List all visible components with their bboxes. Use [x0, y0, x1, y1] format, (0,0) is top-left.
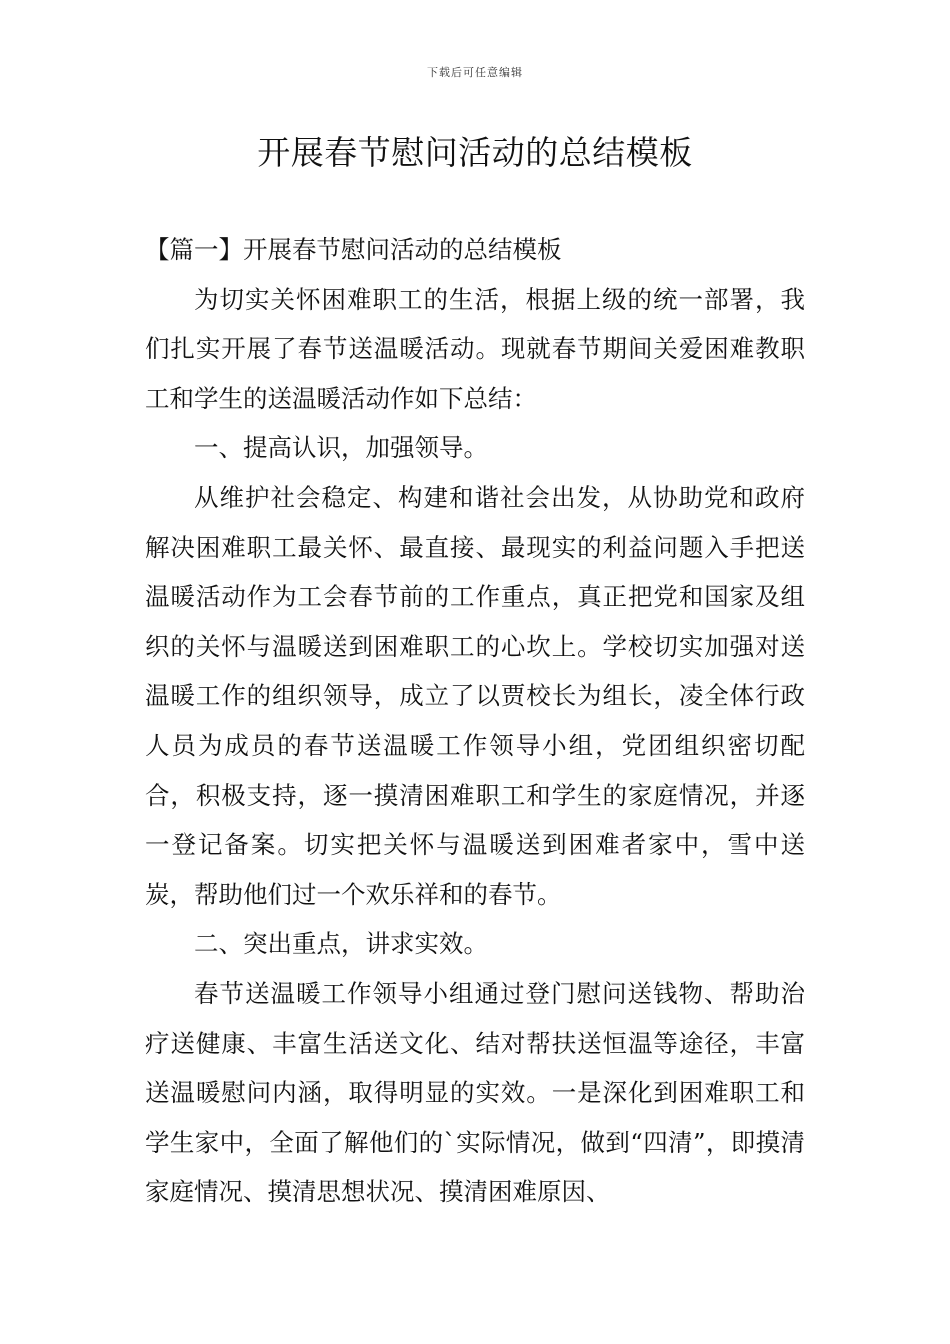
header-note: 下载后可任意编辑 [427, 66, 523, 79]
paragraph-body-1: 从维护社会稳定、构建和谐社会出发，从协助党和政府解决困难职工最关怀、最直接、最现实的利益问题入手把送温暖活动作为工会春节前的工作重点，真正把党和国家及组织的关怀与温暖送到困难职工的心坎上。学校切实加强对送温暖工作的组织领导，成立了以贾校长为组长，凌全体行政人员为成员的春节送温暖工作领导小组，党团组织密切配合，积极支持，逐一摸清困难职工和学生的家庭情况，并逐一登记备案。切实把关怀与温暖送到困难者家中，雪中送炭，帮助他们过一个欢乐祥和的春节。 [145, 482, 805, 909]
paragraph-heading-1: 一、提高认识，加强领导。 [194, 433, 488, 463]
document-title: 开展春节慰问活动的总结模板 [257, 133, 693, 172]
paragraph-body-2: 春节送温暖工作领导小组通过登门慰问送钱物、帮助治疗送健康、丰富生活送文化、结对帮扶送恒温等途径，丰富送温暖慰问内涵，取得明显的实效。一是深化到困难职工和学生家中，全面了解他们的`实际情况，做到“四清”，即摸清家庭情况、摸清思想状况、摸清困难原因、 [145, 978, 805, 1207]
paragraph-intro: 为切实关怀困难职工的生活，根据上级的统一部署，我们扎实开展了春节送温暖活动。现就春节期间关爱困难教职工和学生的送温暖活动作如下总结： [145, 284, 805, 413]
document-body [145, 225, 805, 1217]
paragraph-heading-2: 二、突出重点，讲求实效。 [194, 929, 488, 959]
section-heading: 【篇一】开展春节慰问活动的总结模板 [145, 235, 562, 264]
